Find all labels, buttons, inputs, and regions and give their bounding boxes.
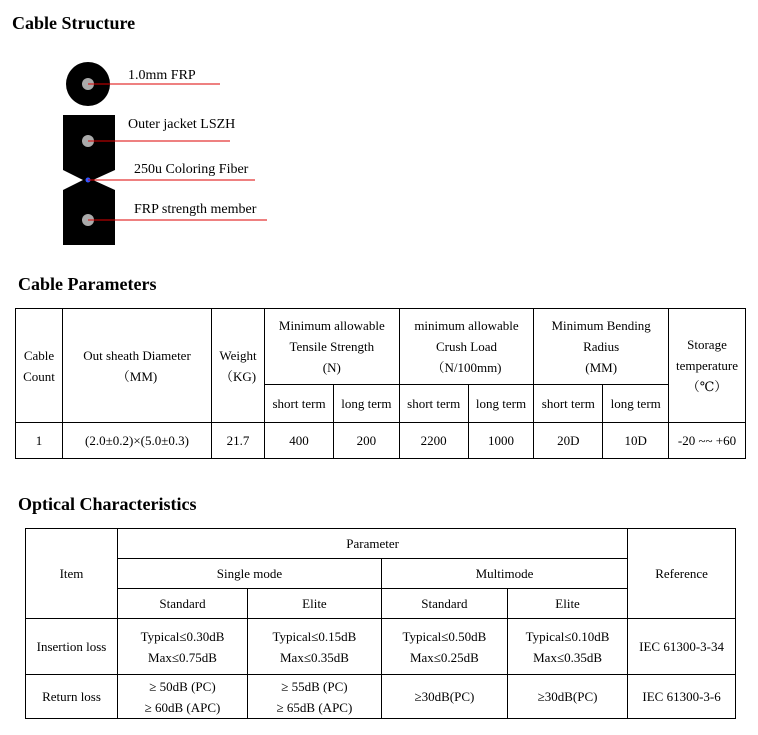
cable-structure-heading: Cable Structure: [12, 13, 136, 33]
return-reference: IEC 61300-3-6: [628, 675, 736, 719]
header-item: Item: [26, 529, 118, 619]
cell-bend-long: 10D: [603, 423, 669, 459]
header-elite: Elite: [507, 589, 627, 619]
cell-crush-short: 2200: [399, 423, 468, 459]
header-reference: Reference: [628, 529, 736, 619]
header-multimode: Multimode: [381, 559, 627, 589]
return-sm-standard: ≥ 50dB (PC) ≥ 60dB (APC): [118, 675, 248, 719]
header-parameter: Parameter: [118, 529, 628, 559]
header-standard: Standard: [381, 589, 507, 619]
cell-diameter: (2.0±0.2)×(5.0±0.3): [63, 423, 212, 459]
header-bending: Minimum Bending Radius (MM): [534, 309, 669, 385]
header-diameter: Out sheath Diameter （MM): [63, 309, 212, 423]
return-mm-elite: ≥30dB(PC): [507, 675, 627, 719]
label-frp: 1.0mm FRP: [128, 68, 196, 83]
insertion-mm-elite: Typical≤0.10dB Max≤0.35dB: [507, 619, 627, 675]
optical-characteristics-table: [25, 528, 736, 719]
cell-tensile-short: 400: [265, 423, 334, 459]
header-single-mode: Single mode: [118, 559, 382, 589]
cell-crush-long: 1000: [468, 423, 534, 459]
label-coloring-fiber: 250u Coloring Fiber: [134, 162, 249, 177]
cell-count: 1: [16, 423, 63, 459]
return-mm-standard: ≥30dB(PC): [381, 675, 507, 719]
label-outer-jacket: Outer jacket LSZH: [128, 117, 236, 132]
sub-long-term: long term: [468, 385, 534, 423]
cable-cross-section-diagram: [55, 55, 315, 255]
header-standard: Standard: [118, 589, 248, 619]
insertion-loss-label: Insertion loss: [26, 619, 118, 675]
return-loss-label: Return loss: [26, 675, 118, 719]
insertion-reference: IEC 61300-3-34: [628, 619, 736, 675]
cable-parameters-table: [15, 308, 746, 459]
return-sm-elite: ≥ 55dB (PC) ≥ 65dB (APC): [247, 675, 381, 719]
label-frp-strength-member: FRP strength member: [134, 202, 257, 217]
header-weight: Weight （KG): [212, 309, 265, 423]
optical-heading: Optical Characteristics: [18, 494, 197, 514]
insertion-mm-standard: Typical≤0.50dB Max≤0.25dB: [381, 619, 507, 675]
sub-long-term: long term: [334, 385, 400, 423]
cell-temperature: -20 ~~ +60: [669, 423, 746, 459]
header-cable-count: Cable Count: [16, 309, 63, 423]
sub-short-term: short term: [265, 385, 334, 423]
sub-short-term: short term: [534, 385, 603, 423]
insertion-sm-standard: Typical≤0.30dB Max≤0.75dB: [118, 619, 248, 675]
insertion-sm-elite: Typical≤0.15dB Max≤0.35dB: [247, 619, 381, 675]
sub-short-term: short term: [399, 385, 468, 423]
sub-long-term: long term: [603, 385, 669, 423]
cable-parameters-heading: Cable Parameters: [18, 274, 157, 294]
header-storage: Storage temperature （℃）: [669, 309, 746, 423]
cell-weight: 21.7: [212, 423, 265, 459]
cell-tensile-long: 200: [334, 423, 400, 459]
header-elite: Elite: [247, 589, 381, 619]
header-crush: minimum allowable Crush Load （N/100mm): [399, 309, 534, 385]
cell-bend-short: 20D: [534, 423, 603, 459]
header-tensile: Minimum allowable Tensile Strength (N): [265, 309, 400, 385]
